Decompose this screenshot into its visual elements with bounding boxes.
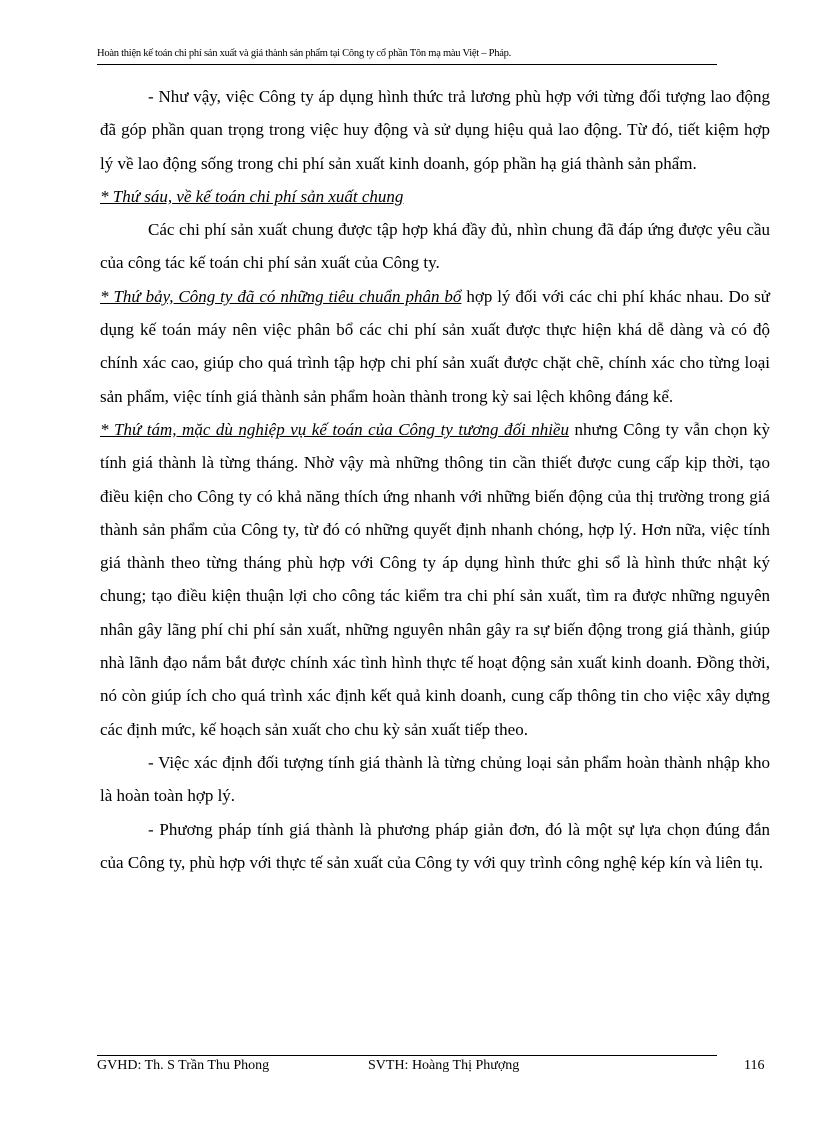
paragraph-allocation-text: hợp lý đối với các chi phí khác nhau. Do sử dụng kế toán máy nên việc phân bổ các chi phí sản xuất được thực hiện khá dễ dàng và có độ chính xác cao, giúp cho quá trình tập hợp chi phí sản xuất được chặt chẽ, chính xác cho từng loại sản phẩm, việc tính giá thành sản phẩm hoàn thành trong kỳ sai lệch không đáng kể. <box>100 286 770 406</box>
footer-divider <box>97 1055 717 1056</box>
paragraph-costing-period-text: nhưng Công ty vẫn chọn kỳ tính giá thành là từng tháng. Nhờ vậy mà những thông tin cần thiết được cung cấp kịp thời, tạo điều kiện cho Công ty có khả năng thích ứng nhanh với những biến động của thị trường trong giá thành sản phẩm của Công ty, từ đó có những quyết định nhanh chóng, hợp lý. Hơn nữa, việc tính giá thành theo từng tháng phù hợp với Công ty áp dụng hình thức ghi sổ là hình thức nhật ký chung; tạo điều kiện thuận lợi cho công tác kiểm tra chi phí sản xuất, tìm ra được những nguyên nhân gây lãng phí chi phí sản xuất, những nguyên nhân gây ra sự biến động trong giá thành, giúp nhà lãnh đạo nắm bắt được chính xác tình hình thực tế hoạt động sản xuất kinh doanh. Đồng thời, nó còn giúp ích cho quá trình xác định kết quả kinh doanh, cung cấp thông tin cho việc xây dựng các định mức, kế hoạch sản xuất cho chu kỳ sản xuất tiếp theo. <box>100 419 770 739</box>
paragraph-allocation <box>100 280 770 413</box>
paragraph-costing-period <box>100 413 770 746</box>
paragraph-labor: - Như vậy, việc Công ty áp dụng hình thức trả lương phù hợp với từng đối tượng lao động đã góp phần quan trọng trong việc huy động và sử dụng hiệu quả lao động. Từ đó, tiết kiệm hợp lý về lao động sống trong chi phí sản xuất kinh doanh, góp phần hạ giá thành sản phẩm. <box>100 87 770 173</box>
heading-8-text: * Thứ tám, mặc dù nghiệp vụ kế toán của Công ty tương đối nhiều <box>100 419 569 439</box>
paragraph-overhead: Các chi phí sản xuất chung được tập hợp khá đầy đủ, nhìn chung đã đáp ứng được yêu cầu của công tác kế toán chi phí sản xuất của Công ty. <box>100 220 770 273</box>
page-number: 116 <box>744 1058 765 1073</box>
footer-student: SVTH: Hoàng Thị Phượng <box>368 1058 520 1073</box>
paragraph-costing-object: - Việc xác định đối tượng tính giá thành là từng chủng loại sản phẩm hoàn thành nhập kho là hoàn toàn hợp lý. <box>100 752 770 806</box>
running-header: Hoàn thiện kế toán chi phí sản xuất và giá thành sản phẩm tại Công ty cổ phần Tôn mạ màu Việt – Pháp. <box>97 48 512 59</box>
heading-7-text: * Thứ bảy, Công ty đã có những tiêu chuẩn phân bổ <box>100 286 462 306</box>
paragraph-costing-method: - Phương pháp tính giá thành là phương pháp giản đơn, đó là một sự lựa chọn đúng đắn của Công ty, phù hợp với thực tế sản xuất của Công ty với quy trình công nghệ kép kín và liên tụ. <box>100 819 770 872</box>
header-divider <box>97 64 717 65</box>
section-heading-6 <box>100 180 770 213</box>
footer-advisor: GVHD: Th. S Trần Thu Phong <box>97 1058 270 1073</box>
heading-6-text: * Thứ sáu, về kế toán chi phí sản xuất chung <box>100 186 404 206</box>
document-body <box>100 80 770 879</box>
